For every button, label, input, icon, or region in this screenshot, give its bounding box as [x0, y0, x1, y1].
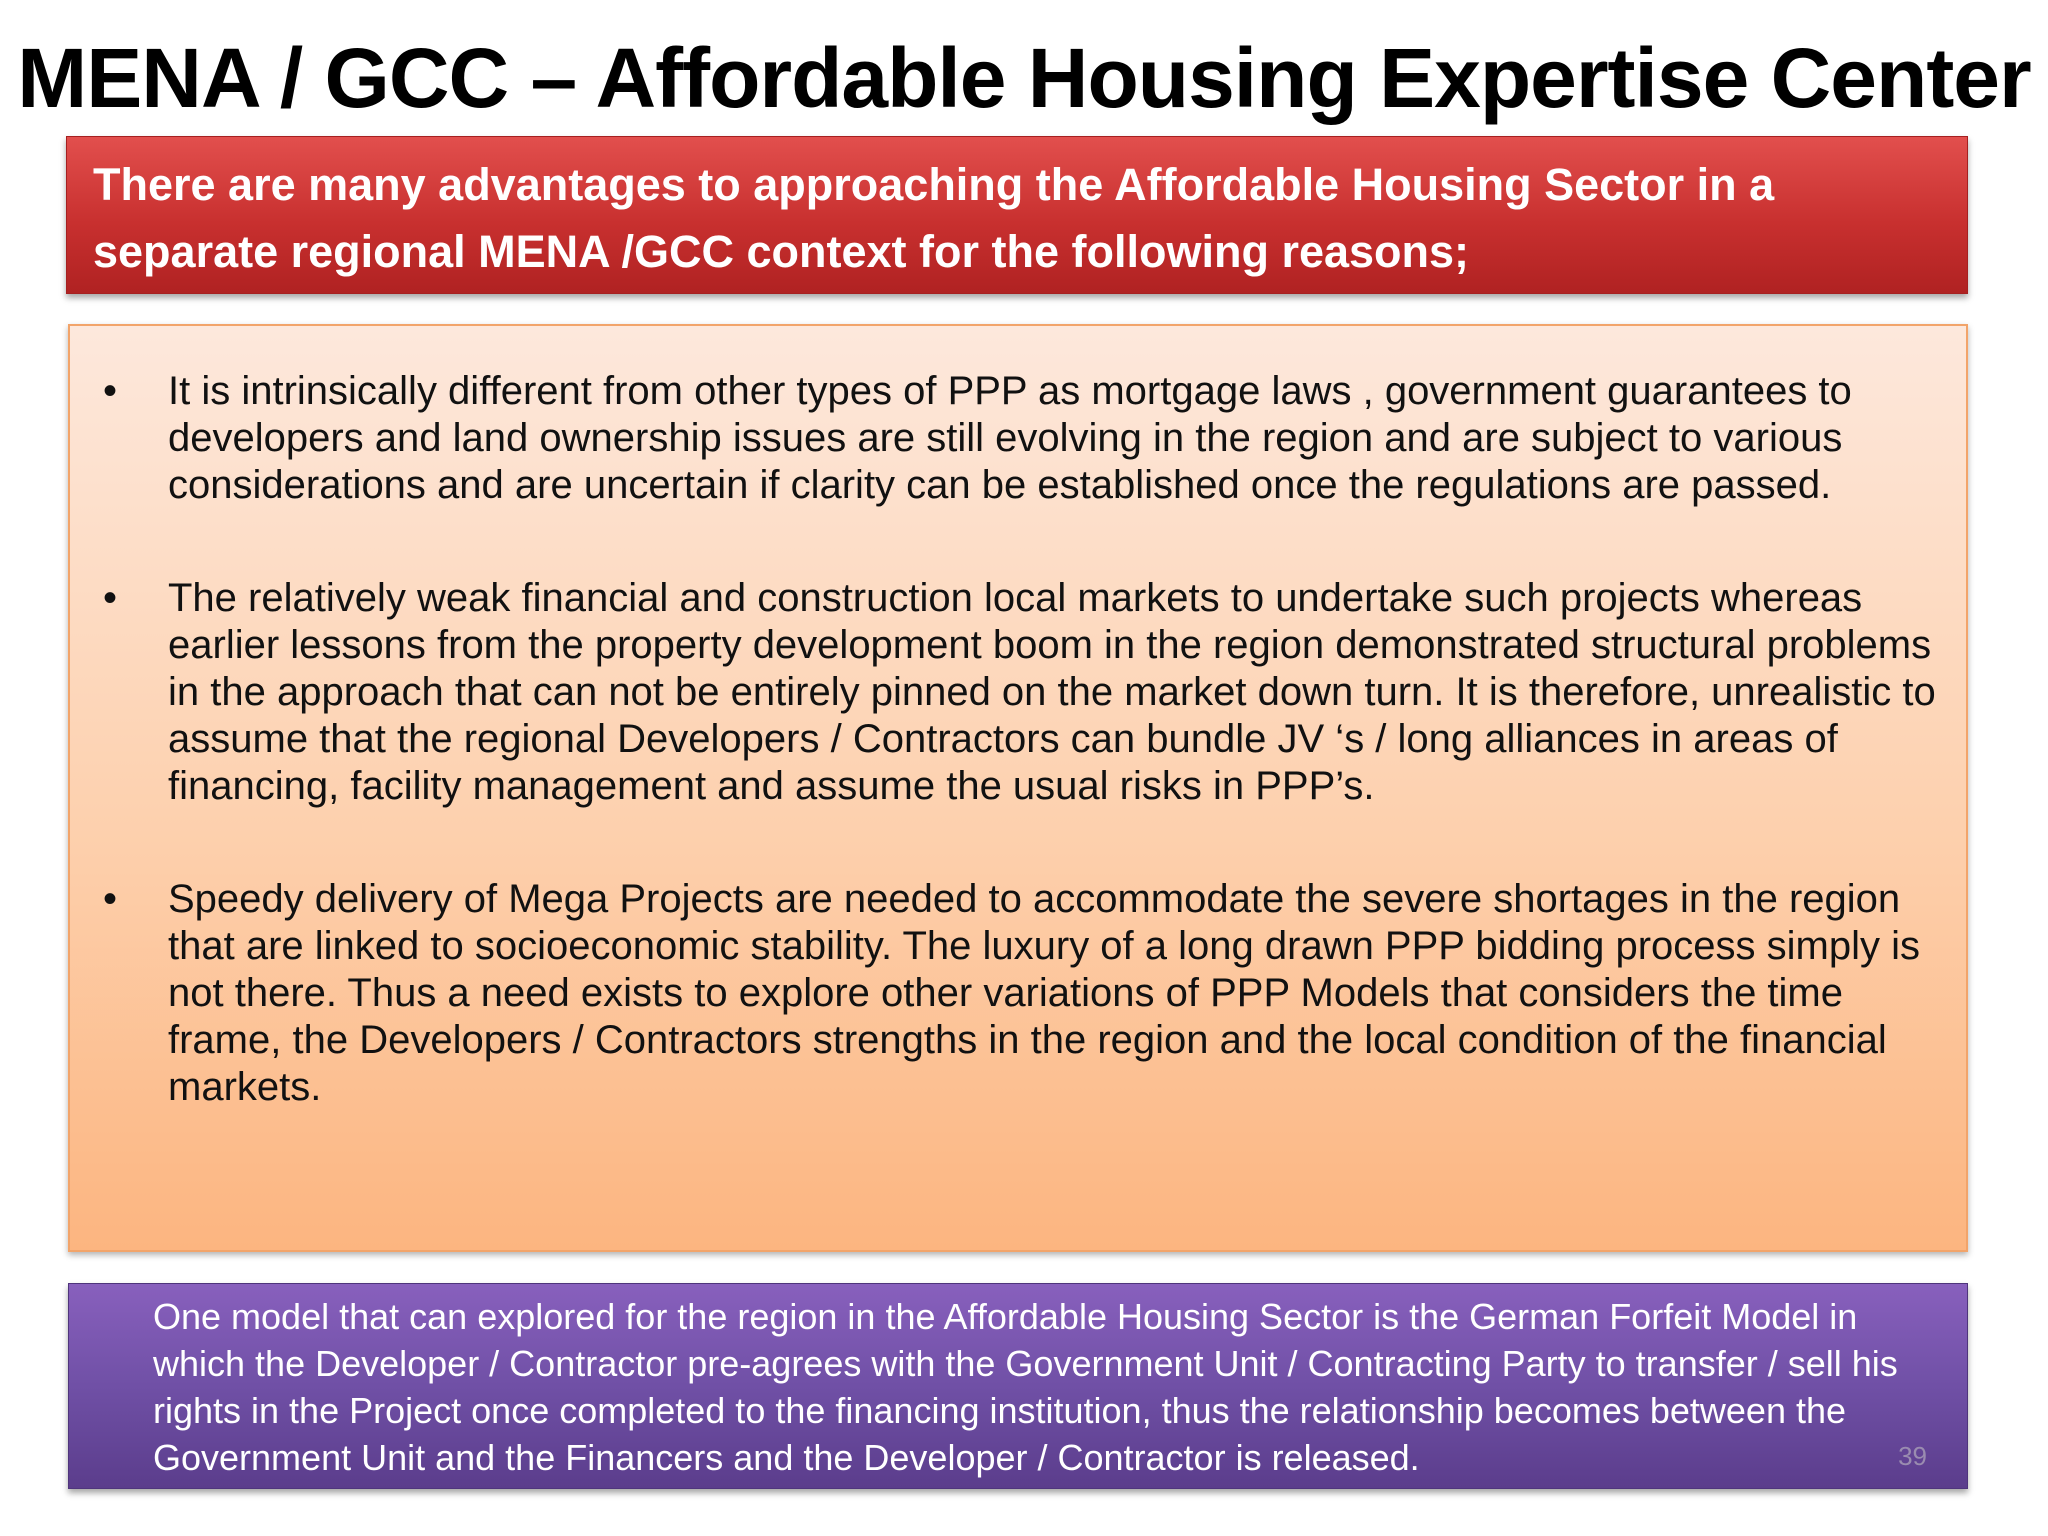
model-note-text: One model that can explored for the region in the Affordable Housing Sector is the German Forfeit Model in which the Developer / Contractor pre-agrees with the Government Unit / Contracting Party to transfer / sell his rights in the Project once completed to the financing institution, thus the relationship becomes between the Government Unit and the Financers and the Developer / Contractor is released.	[153, 1296, 1898, 1478]
model-note-box	[68, 1283, 1968, 1489]
list-item	[70, 368, 1946, 509]
bullet-text: It is intrinsically different from other types of PPP as mortgage laws , government guarantees to developers and land ownership issues are still evolving in the region and are subject to various considerations and are uncertain if clarity can be established once the regulations are passed.	[168, 369, 1852, 507]
bullet-text: The relatively weak financial and construction local markets to undertake such projects whereas earlier lessons from the property development boom in the region demonstrated structural problems in the approach that can not be entirely pinned on the market down turn. It is therefore, unrealistic to assume that the regional Developers / Contractors can bundle JV ‘s / long alliances in areas of financing, facility management and assume the usual risks in PPP’s.	[168, 576, 1936, 808]
reasons-list	[70, 368, 1946, 1111]
reasons-box	[68, 324, 1968, 1252]
bullet-icon: •	[102, 369, 117, 413]
list-item	[70, 876, 1946, 1111]
bullet-text: Speedy delivery of Mega Projects are needed to accommodate the severe shortages in the region that are linked to socioeconomic stability. The luxury of a long drawn PPP bidding process simply is not there. Thus a need exists to explore other variations of PPP Models that considers the time frame, the Developers / Contractors strengths in the region and the local condition of the financial markets.	[168, 877, 1920, 1109]
list-item	[70, 575, 1946, 810]
slide-number: 39	[1898, 1441, 1927, 1471]
slide-title: MENA / GCC – Affordable Housing Expertise Center	[17, 31, 2031, 125]
intro-banner-text: There are many advantages to approaching the Affordable Housing Sector in a separate regional MENA /GCC context for the following reasons;	[93, 159, 1775, 277]
bullet-icon: •	[102, 877, 117, 921]
intro-banner	[66, 136, 1968, 294]
bullet-icon: •	[102, 576, 117, 620]
